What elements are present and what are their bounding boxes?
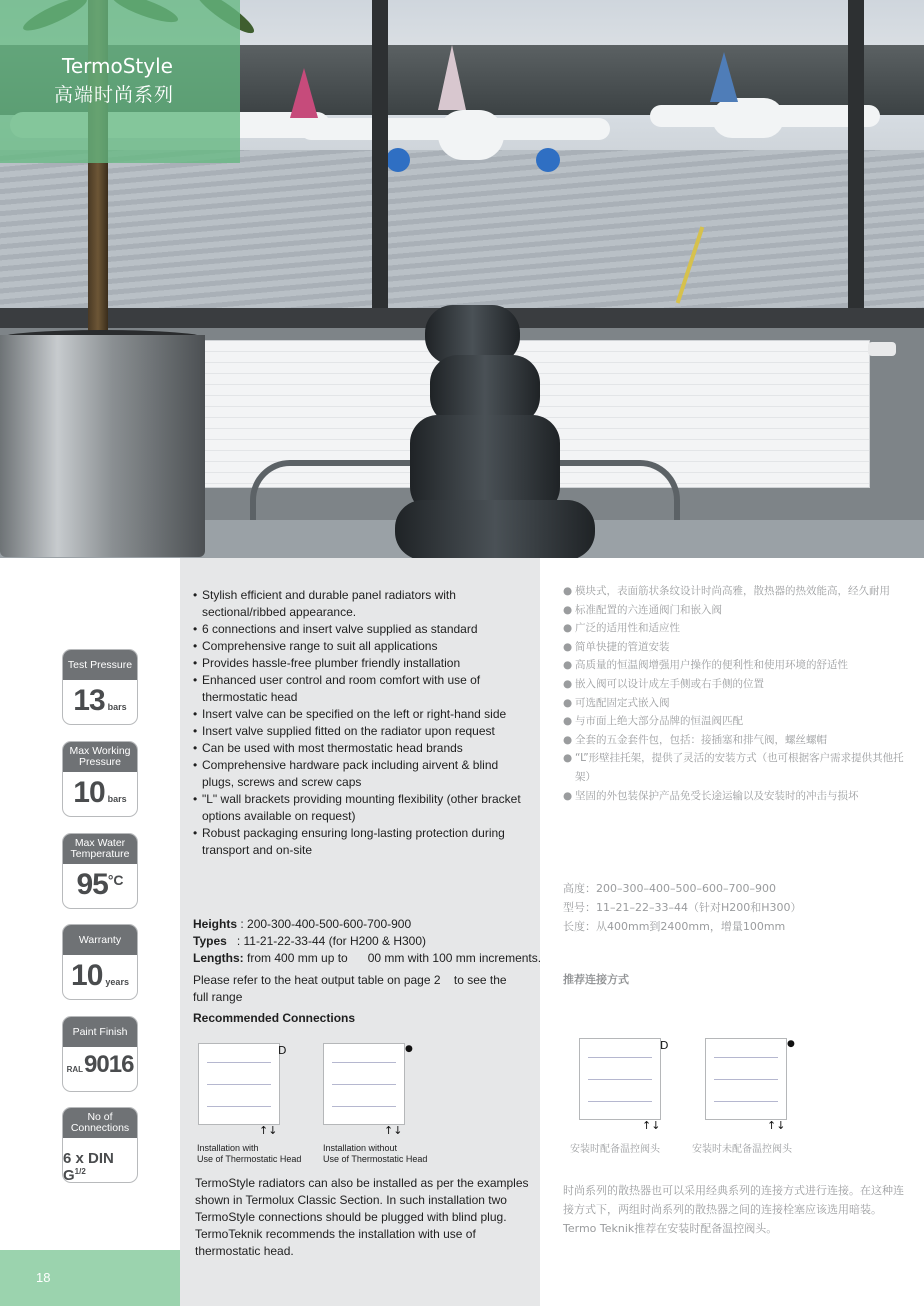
airplane-center-tail bbox=[438, 45, 466, 110]
badge-value: 9016 bbox=[84, 1051, 134, 1078]
recommended-connections-title-cn: 推荐连接方式 bbox=[563, 973, 629, 986]
list-item: ● 标准配置的六连通阀门和嵌入阀 bbox=[563, 603, 722, 616]
badge-value: 10 bbox=[73, 776, 105, 809]
list-item: • Stylish efficient and durable panel radiators with sectional/ribbed appearance. bbox=[193, 588, 456, 619]
list-item: ● 高质量的恒温阀增强用户操作的便利性和使用环境的舒适性 bbox=[563, 659, 848, 672]
hero-photo bbox=[0, 0, 924, 558]
list-item: ● 模块式，表面筋状条纹设计时尚高雅，散热器的热效能高，经久耐用 bbox=[563, 585, 890, 597]
badge-unit: bars bbox=[107, 794, 127, 804]
badge-value: 95 bbox=[76, 868, 108, 901]
thermostatic-head bbox=[868, 342, 896, 356]
badge-label: Max Water Temperature bbox=[63, 834, 137, 864]
title-cn: 高端时尚系列 bbox=[54, 84, 175, 106]
list-item: • Comprehensive range to suit all applications bbox=[193, 639, 438, 653]
page-number: 18 bbox=[36, 1270, 51, 1285]
thermostatic-head-icon: D bbox=[660, 1039, 669, 1052]
feature-list-en bbox=[193, 587, 533, 859]
flow-arrows-icon: ↑↓ bbox=[259, 1124, 278, 1137]
spec-types: Types : 11-21-22-33-44 (for H200 & H300) bbox=[193, 934, 427, 948]
specs-cn: 高度：200–300–400–500–600–700–900 型号：11–21–22–33–44（针对H200和H300） 长度：从400mm到2400mm，增量100mm bbox=[563, 882, 802, 933]
list-item: ● 简单快捷的管道安装 bbox=[563, 640, 670, 653]
thermostatic-head-icon: D bbox=[278, 1044, 287, 1057]
blind-plug-icon: ● bbox=[787, 1039, 795, 1049]
title-en: TermoStyle bbox=[62, 54, 173, 78]
airplane-right-body bbox=[712, 98, 784, 138]
list-item: • Insert valve supplied fitted on the radiator upon request bbox=[193, 724, 495, 738]
heat-output-note: Please refer to the heat output table on page 2 to see the full range bbox=[193, 973, 510, 1004]
list-item: • "L" wall brackets providing mounting flexibility (other bracket options available on request) bbox=[193, 792, 521, 823]
badge-prefix: RAL bbox=[66, 1065, 84, 1074]
diagram-caption-cn: 安装时配备温控阀头 bbox=[570, 1144, 660, 1155]
list-item: ● “L”形壁挂托架，提供了灵活的安装方式（也可根据客户需求提供其他托架） bbox=[563, 752, 904, 783]
blind-plug-icon: ● bbox=[405, 1044, 413, 1054]
list-item: • Robust packaging ensuring long-lasting protection during transport and on-site bbox=[193, 826, 505, 857]
diagram-with-thermo-head-cn bbox=[579, 1038, 661, 1120]
list-item: • Provides hassle-free plumber friendly installation bbox=[193, 656, 461, 670]
title-panel bbox=[0, 0, 240, 163]
spec-lengths: Lengths: from 400 mm up to 00 mm with 100 mm increments. bbox=[193, 951, 542, 965]
badge-warranty bbox=[62, 924, 138, 1000]
tarmac bbox=[0, 150, 924, 310]
diagram-with-thermo-head bbox=[198, 1043, 280, 1125]
list-item: ● 广泛的适用性和适应性 bbox=[563, 622, 680, 635]
badge-value: 10 bbox=[71, 959, 103, 992]
badge-value: 13 bbox=[73, 684, 105, 717]
list-item: ● 可选配固定式嵌入阀 bbox=[563, 696, 670, 709]
specs-en bbox=[193, 916, 542, 967]
list-item: • Enhanced user control and room comfort with use of thermostatic head bbox=[193, 673, 481, 704]
badge-label: Paint Finish bbox=[63, 1017, 137, 1047]
list-item: • 6 connections and insert valve supplied as standard bbox=[193, 622, 478, 636]
airplane-center-engine-left bbox=[386, 148, 410, 172]
badge-test-pressure bbox=[62, 649, 138, 725]
badge-unit: bars bbox=[107, 702, 127, 712]
installation-notes-cn: 时尚系列的散热器也可以采用经典系列的连接方式进行连接。在这种连接方式下，两组时尚系列的散热器之间的连接栓塞应该选用暗装。 Termo Teknik推荐在安装时配备温控阀头。 bbox=[563, 1184, 904, 1235]
list-item: • Insert valve can be specified on the left or right-hand side bbox=[193, 707, 507, 721]
badge-unit: years bbox=[105, 977, 129, 987]
flow-arrows-icon: ↑↓ bbox=[642, 1119, 661, 1132]
window-mullion-1 bbox=[372, 0, 388, 320]
diagram-caption-cn: 安装时未配备温控阀头 bbox=[692, 1144, 792, 1155]
airplane-right-tail bbox=[710, 52, 738, 102]
list-item: ● 坚固的外包装保护产品免受长途运输以及安装时的冲击与损坏 bbox=[563, 789, 859, 802]
badge-max-working-pressure bbox=[62, 741, 138, 817]
badge-label: Test Pressure bbox=[63, 650, 137, 680]
diagram-without-thermo-head bbox=[323, 1043, 405, 1125]
recommended-connections-title: Recommended Connections bbox=[193, 1011, 356, 1025]
list-item: ● 嵌入阀可以设计成左手侧或右手侧的位置 bbox=[563, 677, 764, 690]
airplane-center-engine-right bbox=[536, 148, 560, 172]
diagram-caption: Installation without Use of Thermostatic Head bbox=[323, 1143, 428, 1164]
list-item: ● 全套的五金套件包，包括：接插塞和排气阀，螺丝螺帽 bbox=[563, 733, 827, 746]
feature-list-cn bbox=[563, 582, 908, 805]
badge-unit: °C bbox=[107, 872, 124, 888]
window-mullion-2 bbox=[848, 0, 864, 320]
chair-seat-4 bbox=[395, 500, 595, 558]
airplane-center-body bbox=[438, 110, 504, 160]
diagram-caption: Installation with Use of Thermostatic Head bbox=[197, 1143, 302, 1164]
list-item: ● 与市面上绝大部分品牌的恒温阀匹配 bbox=[563, 715, 743, 728]
badge-label: Warranty bbox=[63, 925, 137, 955]
badge-value: 6 x DIN $G^{1/2}$ bbox=[63, 1150, 114, 1183]
flow-arrows-icon: ↑↓ bbox=[384, 1124, 403, 1137]
list-item: • Can be used with most thermostatic head brands bbox=[193, 741, 463, 755]
spec-heights: Heights : 200-300-400-500-600-700-900 bbox=[193, 917, 412, 931]
list-item: • Comprehensive hardware pack including airvent & blind plugs, screws and screw caps bbox=[193, 758, 499, 789]
flow-arrows-icon: ↑↓ bbox=[767, 1119, 786, 1132]
badge-label: Max Working Pressure bbox=[63, 742, 137, 772]
page-number-tab bbox=[0, 1250, 180, 1306]
installation-notes-en: TermoStyle radiators can also be installed as per the examples shown in Termolux Classic Section. In such installation two TermoStyle connections should be plugged with blind plug. TermoTeknik recommends the installation with use of thermostatic head. bbox=[195, 1176, 529, 1258]
badge-max-water-temperature bbox=[62, 833, 138, 909]
badge-connections bbox=[62, 1107, 138, 1183]
planter bbox=[0, 335, 205, 557]
badge-paint-finish bbox=[62, 1016, 138, 1092]
diagram-without-thermo-head-cn bbox=[705, 1038, 787, 1120]
airplane-left-tail bbox=[290, 68, 318, 118]
badge-label: No of Connections bbox=[63, 1108, 137, 1138]
